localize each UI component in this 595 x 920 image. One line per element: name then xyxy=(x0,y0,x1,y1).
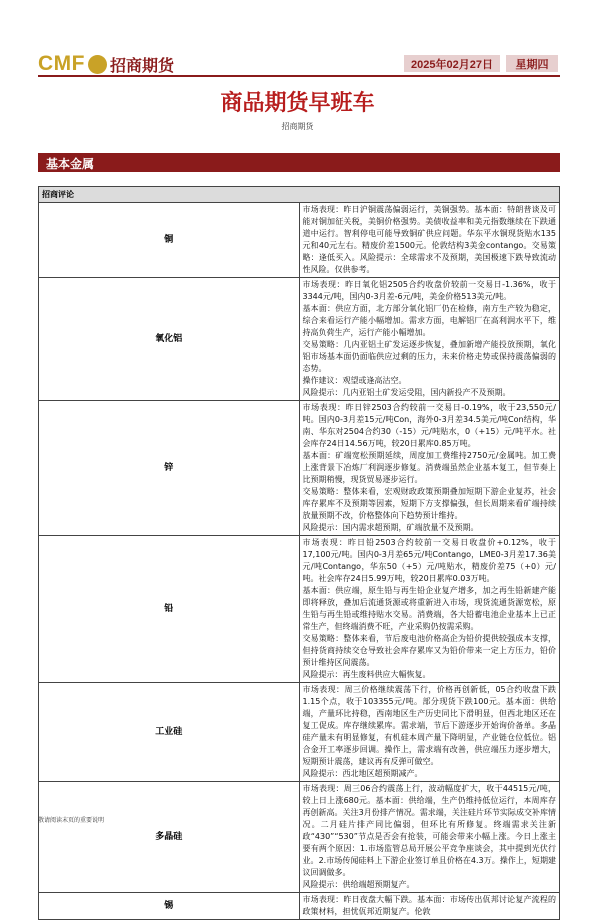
commentary-table xyxy=(38,186,560,920)
row-paragraph: 交易策略：几内亚铝土矿发运逐步恢复，叠加新增产能投放预期，氧化铝市场基本面仍面临供应过剩的压力，未来价格走势或保持震荡偏弱的态势。 xyxy=(302,340,556,373)
table-row xyxy=(39,278,560,401)
row-paragraph: 市场表现：昨日铅2503合约较前一交易日收盘价+0.12%，收于17,100元/吨。国内0-3月差65元/吨Contango，LME0-3月差17.36美元/吨Contango，华东50（+5）元/吨贴水，精废价差75（+0）元/吨。社会库存24日5.99万吨，较20日累库0.03万吨。 xyxy=(302,538,556,583)
table-row xyxy=(39,683,560,782)
table-row xyxy=(39,893,560,920)
row-body-polysilicon xyxy=(299,782,560,893)
row-paragraph: 交易策略：整体来看，节后废电池价格高企为铅价提供较强成本支撑，但持货商持续交仓导致社会库存累库又为铅价带来一定上方压力，铅价预计维持区间震荡。 xyxy=(302,634,556,667)
table-header-row xyxy=(39,187,560,203)
row-paragraph: 风险提示：几内亚铝土矿发运受阻，国内新投产不及预期。 xyxy=(302,388,511,397)
row-paragraph: 风险提示：再生废料供应大幅恢复。 xyxy=(302,670,431,679)
row-name-lead: 铅 xyxy=(39,536,300,683)
row-name-tin: 锡 xyxy=(39,893,300,920)
logo-seal-icon xyxy=(88,55,107,74)
row-paragraph: 基本面：矿端宽松预期延续，周度加工费维持2750元/金属吨。加工费上涨背景下冶炼厂利润逐步修复。消费端虽然企业基本复工，但节奏上比预期稍慢，现货贸易逐步运行。 xyxy=(302,451,556,484)
row-name-alumina: 氧化铝 xyxy=(39,278,300,401)
row-paragraph: 市场表现：昨日锌2503合约较前一交易日-0.19%，收于23,550元/吨。国内0-3月差15元/吨Con，海外0-3月差34.5美元/吨Con结构，华南、华东对2504合约30（-15）元/吨贴水，0（+15）元/吨平水。社会库存24日14.56万吨，较20日累库0.85万吨。 xyxy=(302,403,556,448)
section-header xyxy=(38,153,560,172)
row-body-tin xyxy=(299,893,560,920)
row-paragraph: 基本面：供应端，原生铅与再生铅企业复产增多，加之再生铅新建产能即将释放，叠加后流通货源或将重新进入市场，现货流通货源宽松，原生铅与再生铅或维持贴水交易。消费端，各大铅蓄电池企业基本上已正常生产，但终端消费不旺，产业采购仍按需采购。 xyxy=(302,586,556,631)
row-name-copper: 铜 xyxy=(39,203,300,278)
table-row xyxy=(39,203,560,278)
report-date: 2025年02月27日 xyxy=(404,55,500,72)
row-body-lead xyxy=(299,536,560,683)
row-body-alumina xyxy=(299,278,560,401)
row-name-industrial-silicon: 工业硅 xyxy=(39,683,300,782)
table-header: 招商评论 xyxy=(39,187,560,203)
row-name-zinc: 锌 xyxy=(39,401,300,536)
table-row xyxy=(39,782,560,893)
row-paragraph: 风险提示：供给端超预期复产。 xyxy=(302,880,415,889)
date-bar xyxy=(404,55,560,72)
row-paragraph: 风险提示：西北地区超预期减产。 xyxy=(302,769,423,778)
row-body-copper xyxy=(299,203,560,278)
table-row xyxy=(39,401,560,536)
row-paragraph: 风险提示：国内需求超预期，矿端放量不及预期。 xyxy=(302,523,479,532)
row-paragraph: 市场表现：昨日夜盘大幅下跌。基本面：市场传出佤邦讨论复产流程的政策材料，担忧佤邦近期复产。伦敦 xyxy=(302,895,556,916)
report-weekday: 星期四 xyxy=(506,55,558,72)
row-body-zinc xyxy=(299,401,560,536)
row-paragraph: 市场表现：昨日氧化铝2505合约收盘价较前一交易日-1.36%，收于3344元/吨，国内0-3月差-6元/吨，美金价格513美元/吨。 xyxy=(302,280,556,301)
logo-company-name: 招商期货 xyxy=(110,55,175,75)
page-title: 商品期货早班车 xyxy=(220,91,375,116)
row-paragraph: 市场表现：昨日沪铜震荡偏弱运行，美铜强势。基本面：特朗普谈及可能对铜加征关税，美铜价格强势。美债收益率和美元指数继续在下跌通道中运行。智利停电可能导致铜矿供应问题。华东平水铜现货贴水135元和40元左右。精废价差1500元。伦敦结构3美金contango。交易策略：逢低买入。风险提示：全球需求不及预期，美国极速下跌导致流动性风险。仅供参考。 xyxy=(302,205,556,274)
row-body-industrial-silicon xyxy=(299,683,560,782)
page-subtitle: 招商期货 xyxy=(281,122,314,131)
logo-cmf-text: CMF xyxy=(38,52,85,75)
row-name-polysilicon: 多晶硅 xyxy=(39,782,300,893)
company-logo xyxy=(38,52,174,76)
row-paragraph: 交易策略：整体来看，宏观财政政策预期叠加短期下游企业复苏，社会库存累库不及预期等因素，短期下方支撑偏强，但长周期来看矿端持续放量预期不改，价格整体向下趋势预计维持。 xyxy=(302,487,556,520)
row-paragraph: 操作建议：观望或逢高沽空。 xyxy=(302,376,407,385)
table-row xyxy=(39,536,560,683)
header-rule xyxy=(38,75,560,77)
row-paragraph: 基本面：供应方面，北方部分氧化铝厂仍在检修，南方生产较为稳定，综合来看运行产能小幅增加。需求方面，电解铝厂在高利润水平下，维持高负荷生产，运行产能小幅增加。 xyxy=(302,304,556,337)
footer-disclaimer: 敬请阅读末页的重要说明 xyxy=(38,817,105,824)
row-paragraph: 市场表现：周三06合约震荡上行，波动幅度扩大，收于44515元/吨，较上日上涨680元。基本面：供给端，生产仍维持低位运行，本周库存再创新高。关注3月份排产情况。需求端，关注硅片环节实际成交补库情况。二月硅片排产同比偏弱，但环比有所修复。终端需求关注新政“430”“530”节点是否会有抢装，可能会带来小幅上涨。今日上涨主要有两个原因：1.市场监管总局开展公平竞争座谈会，其中提到光伏行业。2.市场传闻硅料上下游企业签订单且价格在4.3万。操作上，短期建议回调做多。 xyxy=(302,784,556,877)
row-paragraph: 市场表现：周三价格继续震荡下行，价格再创新低，05合约收盘下跌1.15个点，收于103355元/吨。部分现货下跌100元。基本面：供给端，产量环比持稳，西南地区生产历史同比下滑明显，但西北地区还在复工促成。库存继续累库。需求端，节后下游逐步开始询价备单。多晶硅产量未有明显修复，有机硅本周产量下降明显，产业链仓位低位。铝合金开工率逐步回调。操作上，需求端有改善，供应端压力逐步增大，短期预计震荡，建议再有反弹可做空。 xyxy=(302,685,556,766)
section-title: 基本金属 xyxy=(46,157,95,171)
